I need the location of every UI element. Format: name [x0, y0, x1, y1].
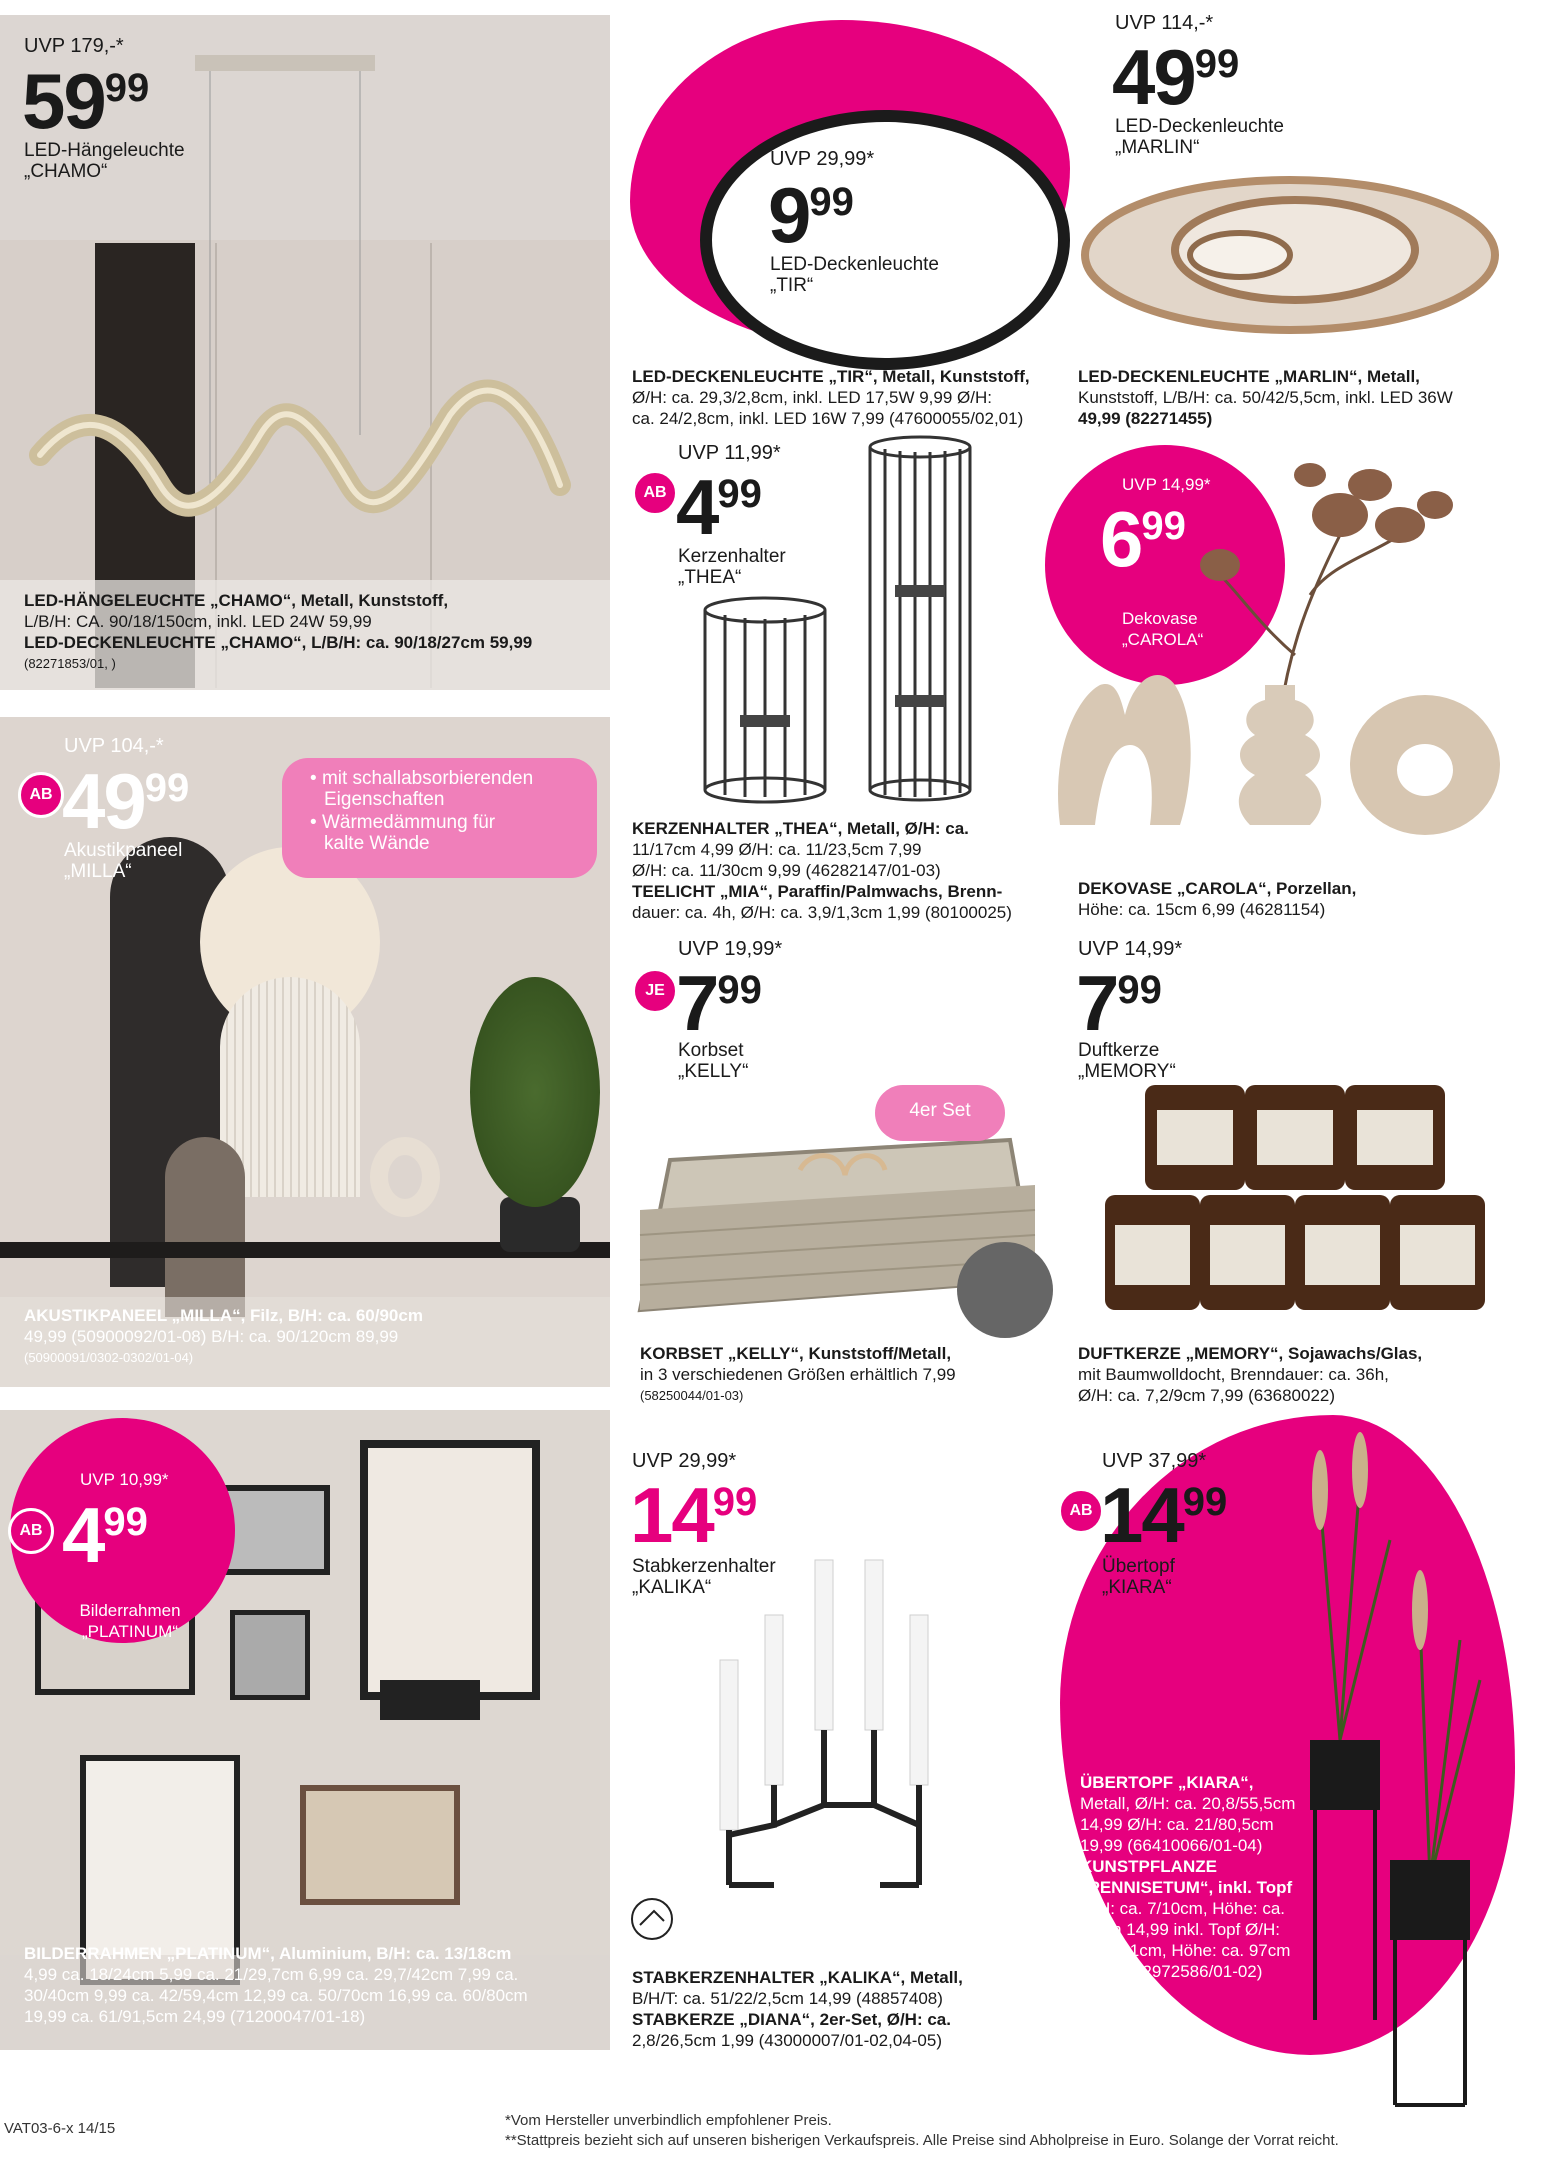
kalika-name-line2: „KALIKA“: [632, 1577, 712, 1598]
tir-desc-1: LED-DECKENLEUCHTE „TIR“, Metall, Kunststoff,: [632, 367, 1030, 386]
kiara-desc-10: 19,99 (42972586/01-02): [1080, 1962, 1263, 1981]
chamo-description: [24, 590, 532, 674]
platinum-desc-3: 30/40cm 9,99 ca. 42/59,4cm 12,99 ca. 50/70cm 16,99 ca. 60/80cm: [24, 1986, 528, 2005]
chamo-desc-3: LED-DECKENLEUCHTE „CHAMO“, L/B/H: ca. 90/18/27cm 59,99: [24, 633, 533, 652]
milla-features-box: [282, 758, 597, 878]
milla-feature-1: • mit schallabsorbierenden Eigenschaften: [310, 768, 534, 810]
memory-description: [1078, 1343, 1422, 1406]
kalika-price: [630, 1471, 758, 1559]
thea-desc-5: dauer: ca. 4h, Ø/H: ca. 3,9/1,3cm 1,99 (80100025): [632, 903, 1012, 922]
marlin-price-euro: 49: [1112, 33, 1195, 121]
chamo-price-euro: 59: [22, 57, 105, 145]
kiara-desc-8: 71cm 14,99 inkl. Topf Ø/H:: [1080, 1920, 1281, 1939]
kalika-candle-holder-illustration: [700, 1555, 970, 1895]
kiara-desc-2: Metall, Ø/H: ca. 20,8/55,5cm: [1080, 1794, 1296, 1813]
platinum-name-line1: Bilderrahmen: [79, 1601, 181, 1620]
platinum-name: [70, 1600, 190, 1642]
carola-name: [1122, 608, 1203, 650]
marlin-name-line2: „MARLIN“: [1115, 137, 1200, 158]
tir-desc-2: Ø/H: ca. 29,3/2,8cm, inkl. LED 17,5W 9,99 Ø/H:: [632, 388, 992, 407]
thea-desc-1: KERZENHALTER „THEA“, Metall, Ø/H: ca.: [632, 819, 969, 838]
milla-name-line2: „MILLA“: [64, 861, 132, 882]
thea-description: [632, 818, 1012, 923]
tir-price: [768, 171, 854, 259]
milla-desc-2: 49,99 (50900092/01-08) B/H: ca. 90/120cm 89,99: [24, 1327, 399, 1346]
tir-desc-3: ca. 24/2,8cm, inkl. LED 16W 7,99 (47600055/02,01): [632, 409, 1024, 428]
memory-price: [1076, 959, 1162, 1047]
platinum-price-euro: 4: [62, 1491, 104, 1579]
kelly-badge: JE: [632, 968, 678, 1014]
kelly-set-label: 4er Set: [909, 1100, 971, 1121]
milla-name: [64, 840, 182, 882]
kelly-desc-1: KORBSET „KELLY“, Kunststoff/Metall,: [640, 1344, 952, 1363]
platinum-description: [24, 1943, 528, 2027]
milla-desc-3: (50900091/0302-0302/01-04): [24, 1350, 194, 1365]
thea-desc-4: TEELICHT „MIA“, Paraffin/Palmwachs, Brenn-: [632, 882, 1003, 901]
kiara-desc-4: 19,99 (66410066/01-04): [1080, 1836, 1263, 1855]
kalika-name: [632, 1556, 776, 1598]
footer-code: VAT03-6-x 14/15: [4, 2120, 116, 2137]
kelly-basket-illustration: [630, 1100, 1060, 1340]
kalika-desc-3: STABKERZE „DIANA“, 2er-Set, Ø/H: ca.: [632, 2010, 951, 2029]
memory-price-cent: 99: [1117, 968, 1162, 1012]
carola-name-line2: „CAROLA“: [1122, 630, 1204, 649]
marlin-name: [1115, 116, 1284, 158]
marlin-desc-2: Kunststoff, L/B/H: ca. 50/42/5,5cm, inkl. LED 36W: [1078, 388, 1453, 407]
carola-uvp: UVP 14,99*: [1122, 475, 1211, 494]
marlin-name-line1: LED-Deckenleuchte: [1115, 116, 1284, 137]
platinum-price: [62, 1491, 148, 1579]
milla-feature-1b: Eigenschaften: [324, 789, 445, 810]
chamo-desc-2: L/B/H: CA. 90/18/150cm, inkl. LED 24W 59,99: [24, 612, 372, 631]
kalika-desc-2: B/H/T: ca. 51/22/2,5cm 14,99 (48857408): [632, 1989, 943, 2008]
milla-feature-1a: mit schallabsorbierenden: [321, 768, 534, 789]
kiara-price-cent: 99: [1182, 1480, 1228, 1524]
milla-price: [62, 757, 190, 845]
marlin-lamp-illustration: [1070, 150, 1510, 350]
tir-uvp: UVP 29,99*: [770, 148, 875, 170]
milla-name-line1: Akustikpaneel: [64, 840, 183, 861]
thea-uvp: UVP 11,99*: [678, 442, 781, 464]
kiara-desc-3: 14,99 Ø/H: ca. 21/80,5cm: [1080, 1815, 1274, 1834]
tir-name-line1: LED-Deckenleuchte: [770, 254, 939, 275]
milla-badge: AB: [18, 772, 64, 818]
kiara-desc-5: KUNSTPFLANZE: [1080, 1857, 1217, 1876]
tir-description: [632, 366, 1030, 429]
chamo-name-line1: LED-Hängeleuchte: [24, 140, 185, 161]
chamo-price: [22, 57, 150, 145]
memory-name-line2: „MEMORY“: [1078, 1061, 1176, 1082]
platinum-badge: AB: [8, 1508, 54, 1554]
kelly-price: [676, 959, 762, 1047]
kalika-description: [632, 1967, 963, 2051]
kiara-plant-illustration: [1280, 1420, 1530, 2110]
kalika-desc-1: STABKERZENHALTER „KALIKA“, Metall,: [632, 1968, 963, 1987]
platinum-desc-4: 19,99 ca. 61/91,5cm 24,99 (71200047/01-18): [24, 2007, 366, 2026]
chamo-name-line2: „CHAMO“: [24, 161, 108, 182]
platinum-desc-1: BILDERRAHMEN „PLATINUM“, Aluminium, B/H: ca. 13/18cm: [24, 1944, 512, 1963]
chamo-uvp: UVP 179,-*: [24, 35, 124, 57]
kiara-desc-7: Ø/H: ca. 7/10cm, Höhe: ca.: [1080, 1899, 1286, 1918]
chamo-price-cent: 99: [104, 66, 150, 110]
kalika-desc-4: 2,8/26,5cm 1,99 (43000007/01-02,04-05): [632, 2031, 943, 2050]
thea-price-euro: 4: [676, 463, 718, 551]
kiara-name: [1102, 1556, 1175, 1598]
kiara-name-line1: Übertopf: [1102, 1556, 1175, 1577]
marlin-description: [1078, 366, 1453, 429]
milla-price-euro: 49: [62, 757, 145, 845]
kalika-price-euro: 14: [630, 1471, 713, 1559]
thea-name: [678, 546, 786, 588]
memory-uvp: UVP 14,99*: [1078, 938, 1183, 960]
carola-desc-2: Höhe: ca. 15cm 6,99 (46281154): [1078, 900, 1326, 919]
carola-price: [1100, 495, 1186, 583]
marlin-uvp: UVP 114,-*: [1115, 12, 1214, 34]
carola-description: [1078, 878, 1356, 920]
kiara-description: [1080, 1772, 1295, 1982]
marlin-desc-3: 49,99 (82271455): [1078, 409, 1213, 428]
tir-price-cent: 99: [809, 180, 854, 224]
milla-feature-2a: Wärmedämmung für: [321, 812, 496, 833]
kiara-badge: AB: [1058, 1488, 1104, 1534]
kelly-name-line1: Korbset: [678, 1040, 744, 1061]
chamo-name: [24, 140, 185, 182]
carola-price-euro: 6: [1100, 495, 1142, 583]
marlin-desc-1: LED-DECKENLEUCHTE „MARLIN“, Metall,: [1078, 367, 1420, 386]
tir-name-line2: „TIR“: [770, 275, 814, 296]
kiara-name-line2: „KIARA“: [1102, 1577, 1172, 1598]
platinum-price-cent: 99: [103, 1500, 148, 1544]
memory-name: [1078, 1040, 1176, 1082]
thea-desc-3: Ø/H: ca. 11/30cm 9,99 (46282147/01-03): [632, 861, 941, 880]
milla-price-cent: 99: [144, 766, 190, 810]
kalika-name-line1: Stabkerzenhalter: [632, 1556, 776, 1577]
carola-price-cent: 99: [1141, 504, 1186, 548]
kiara-desc-6: „PENNISETUM“, inkl. Topf: [1080, 1878, 1293, 1897]
kiara-desc-1: ÜBERTOPF „KIARA“,: [1080, 1773, 1254, 1792]
kelly-desc-2: in 3 verschiedenen Größen erhältlich 7,99: [640, 1365, 956, 1384]
kelly-price-euro: 7: [676, 959, 718, 1047]
memory-price-euro: 7: [1076, 959, 1118, 1047]
thea-price-cent: 99: [717, 472, 762, 516]
milla-feature-2b: kalte Wände: [324, 833, 430, 854]
carola-desc-1: DEKOVASE „CAROLA“, Porzellan,: [1078, 879, 1357, 898]
kiara-uvp: UVP 37,99*: [1102, 1450, 1207, 1472]
kiara-price-euro: 14: [1100, 1471, 1183, 1559]
kelly-price-cent: 99: [717, 968, 762, 1012]
thea-name-line2: „THEA“: [678, 567, 742, 588]
kelly-description: [640, 1343, 956, 1406]
thea-badge: AB: [632, 470, 678, 516]
kalika-price-cent: 99: [712, 1480, 758, 1524]
tir-lamp-ring: [700, 110, 1070, 370]
thea-price: [676, 463, 762, 551]
kalika-uvp: UVP 29,99*: [632, 1450, 737, 1472]
chamo-desc-4: (82271853/01, ): [24, 656, 116, 671]
milla-description: [24, 1305, 423, 1368]
platinum-name-line2: „PLATINUM“: [81, 1622, 178, 1641]
marlin-price-cent: 99: [1194, 42, 1240, 86]
kelly-uvp: UVP 19,99*: [678, 938, 783, 960]
footer-note-2: **Stattpreis bezieht sich auf unseren bisherigen Verkaufspreis. Alle Preise sind Abholpreise in Euro. Solange der Vorrat reicht.: [505, 2132, 1339, 2149]
marlin-price: [1112, 33, 1240, 121]
kiara-desc-9: ca. 9/11cm, Höhe: ca. 97cm: [1080, 1941, 1291, 1960]
memory-desc-3: Ø/H: ca. 7,2/9cm 7,99 (63680022): [1078, 1386, 1336, 1405]
thea-desc-2: 11/17cm 4,99 Ø/H: ca. 11/23,5cm 7,99: [632, 840, 922, 859]
kelly-name-line2: „KELLY“: [678, 1061, 749, 1082]
memory-name-line1: Duftkerze: [1078, 1040, 1160, 1061]
memory-desc-1: DUFTKERZE „MEMORY“, Sojawachs/Glas,: [1078, 1344, 1423, 1363]
assembly-hint-icon: [630, 1897, 674, 1941]
chamo-desc-1: LED-HÄNGELEUCHTE „CHAMO“, Metall, Kunststoff,: [24, 591, 449, 610]
milla-feature-2: • Wärmedämmung für kalte Wände: [310, 812, 496, 854]
tir-name: [770, 254, 939, 296]
kelly-name: [678, 1040, 748, 1082]
platinum-desc-2: 4,99 ca. 18/24cm 5,99 ca. 21/29,7cm 6,99 ca. 29,7/42cm 7,99 ca.: [24, 1965, 519, 1984]
carola-name-line1: Dekovase: [1122, 609, 1198, 628]
tir-price-euro: 9: [768, 171, 810, 259]
milla-uvp: UVP 104,-*: [64, 735, 164, 757]
thea-name-line1: Kerzenhalter: [678, 546, 786, 567]
memory-candles-illustration: [1095, 1075, 1495, 1335]
footer-note-1: *Vom Hersteller unverbindlich empfohlener Preis.: [505, 2112, 832, 2129]
kelly-desc-3: (58250044/01-03): [640, 1388, 744, 1403]
milla-desc-1: AKUSTIKPANEEL „MILLA“, Filz, B/H: ca. 60/90cm: [24, 1306, 423, 1325]
kiara-price: [1100, 1471, 1228, 1559]
platinum-uvp: UVP 10,99*: [80, 1470, 169, 1489]
memory-desc-2: mit Baumwolldocht, Brenndauer: ca. 36h,: [1078, 1365, 1389, 1384]
